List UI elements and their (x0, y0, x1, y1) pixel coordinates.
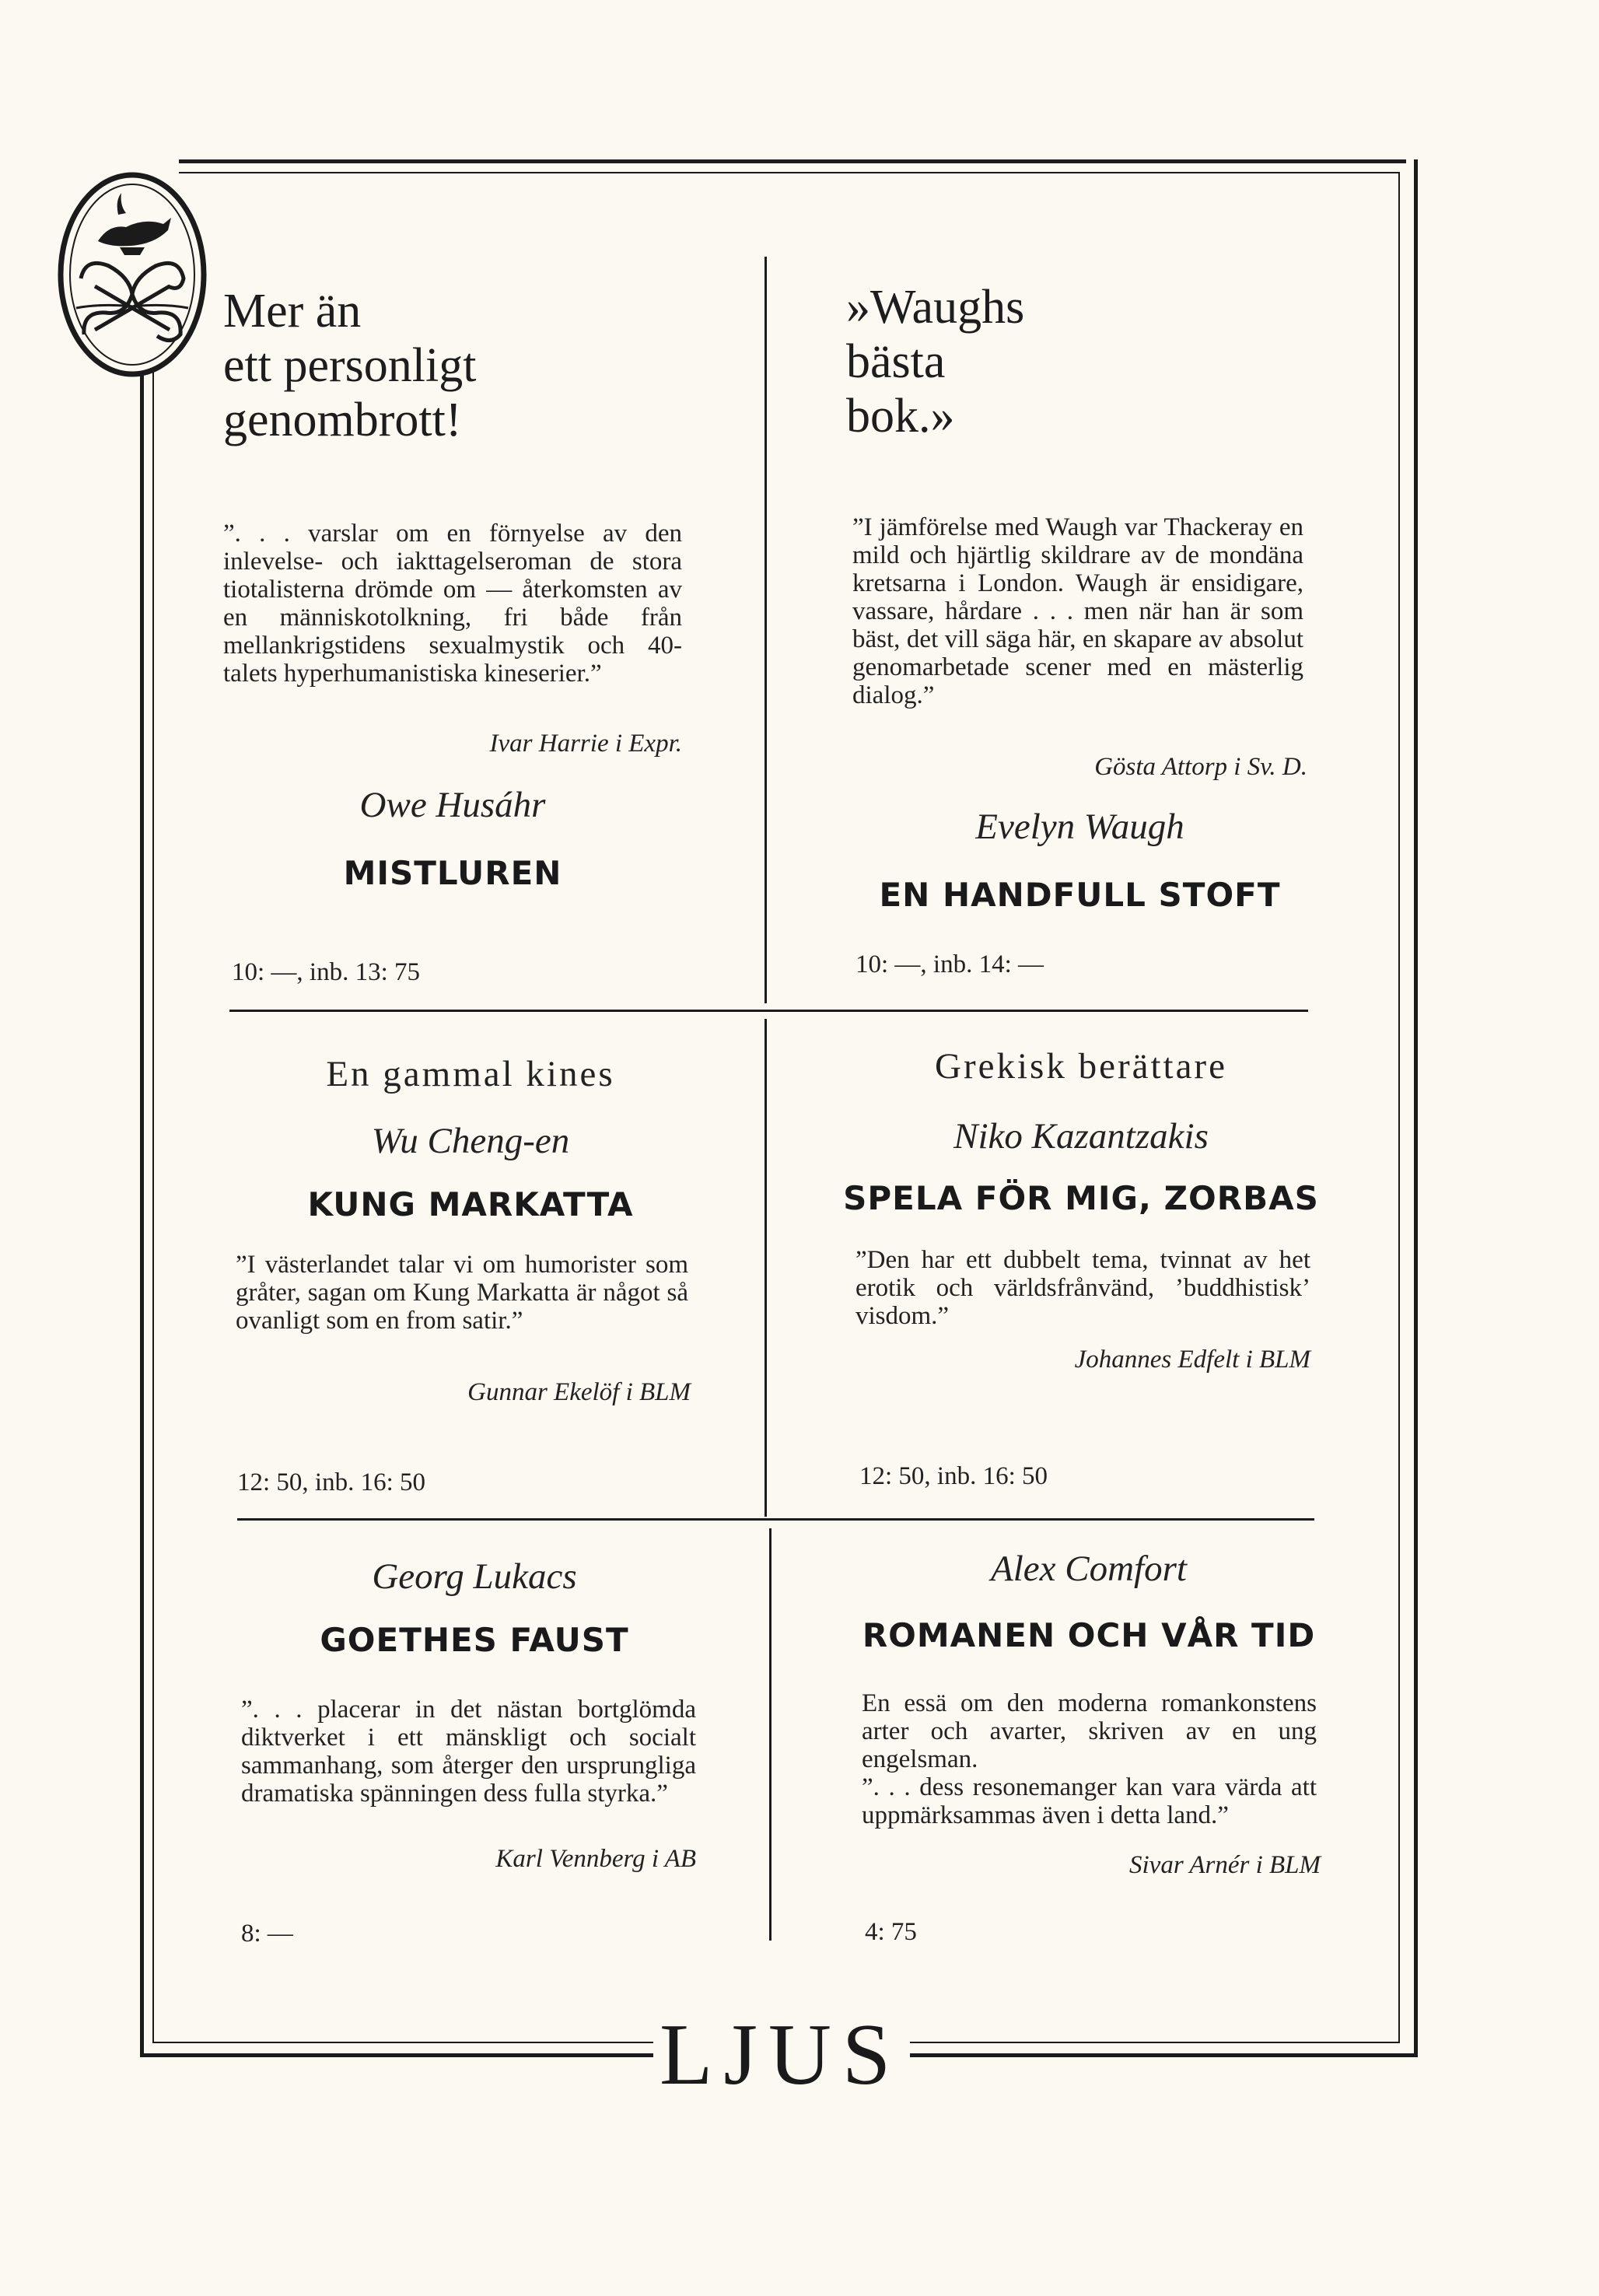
review-attribution: Sivar Arnér i BLM (1129, 1851, 1321, 1879)
headline-top-left (223, 284, 721, 447)
book-author: Evelyn Waugh (975, 807, 1184, 847)
frame-bottom-left-outer (140, 2053, 653, 2057)
headline-line: genombrott! (223, 394, 462, 446)
review-quote: ”I jämförelse med Waugh var Thackeray en mild och hjärtlig skildrare av de mondäna kretsarna i London. Waugh är ensidigare, vassare, hårdare . . . men när han är som bäst, det vill säga här, en skapare av absolut genomarbetade scener med en mästerlig dialog.” (852, 513, 1303, 709)
book-author: Georg Lukacs (372, 1556, 577, 1597)
review-attribution: Gösta Attorp i Sv. D. (1094, 753, 1307, 781)
section-kicker: En gammal kines (326, 1054, 615, 1094)
book-author: Alex Comfort (991, 1549, 1187, 1589)
divider-vertical-middle (765, 1019, 767, 1517)
divider-horizontal-1 (229, 1010, 1308, 1012)
frame-left-inner (152, 366, 154, 2042)
book-price: 12: 50, inb. 16: 50 (237, 1468, 426, 1496)
headline-line: »Waughs (846, 281, 1025, 334)
book-author: Wu Cheng-en (371, 1121, 570, 1161)
book-description: En essä om den moderna romankonstens arter och avarter, skriven av en ung engelsman. (862, 1689, 1317, 1773)
headline-line: ett personligt (223, 339, 477, 392)
headline-line: bästa (846, 335, 946, 388)
review-quote: ”I västerlandet talar vi om humorister som gråter, sagan om Kung Markatta är något så ovanligt som en from satir.” (236, 1251, 688, 1335)
headline-line: Mer än (223, 285, 362, 338)
review-attribution: Johannes Edfelt i BLM (1074, 1346, 1310, 1374)
book-title: GOETHES FAUST (320, 1621, 629, 1659)
headline-line: bok.» (846, 390, 955, 443)
divider-horizontal-2 (237, 1518, 1314, 1521)
frame-right-outer (1414, 159, 1418, 2057)
frame-right-inner (1398, 172, 1400, 2042)
book-price: 8: — (241, 1920, 293, 1948)
book-price: 12: 50, inb. 16: 50 (859, 1462, 1048, 1490)
review-attribution: Gunnar Ekelöf i BLM (467, 1378, 691, 1406)
frame-bottom-right-outer (910, 2053, 1418, 2057)
frame-left-outer (140, 366, 144, 2057)
divider-vertical-bottom (769, 1528, 772, 1941)
frame-top-inner (179, 172, 1400, 173)
book-price: 4: 75 (865, 1918, 917, 1946)
frame-top-outer (179, 159, 1406, 163)
publisher-logo (54, 170, 210, 380)
review-quote: ”. . . varslar om en förnyelse av den inlevelse- och iakttagelseroman de stora tiotalisterna drömde om — återkomsten av en människotolkning, fri både från mellankrigstidens sexualmystik och 40-talets hyperhumanistiska kineserier.” (223, 520, 682, 688)
frame-bottom-right-inner (910, 2042, 1400, 2043)
review-quote: ”Den har ett dubbelt tema, tvinnat av het erotik och världsfrånvänd, ’buddhistisk’ visdom.” (855, 1246, 1310, 1330)
review-quote: ”. . . placerar in det nästan bortglömda diktverket i ett mänskligt och socialt sammanhang, som återger den ursprungliga dramatiska spänningen dess fulla styrka.” (241, 1696, 696, 1808)
book-author: Niko Kazantzakis (953, 1116, 1209, 1157)
headline-top-right (846, 280, 1313, 443)
book-title: SPELA FÖR MIG, ZORBAS (843, 1179, 1319, 1217)
publisher-name: LJUS (660, 2007, 902, 2103)
book-author: Owe Husáhr (359, 785, 546, 825)
book-title: ROMANEN OCH VÅR TID (862, 1616, 1316, 1654)
review-attribution: Karl Vennberg i AB (495, 1845, 696, 1873)
book-title: KUNG MARKATTA (307, 1185, 634, 1223)
book-title: EN HANDFULL STOFT (879, 876, 1281, 914)
divider-vertical-top (765, 257, 767, 1003)
frame-bottom-left-inner (152, 2042, 653, 2043)
review-quote: ”. . . dess resonemanger kan vara värda att uppmärksammas även i detta land.” (862, 1773, 1317, 1829)
review-attribution: Ivar Harrie i Expr. (489, 730, 682, 758)
book-price: 10: —, inb. 14: — (855, 950, 1044, 978)
book-title: MISTLUREN (343, 854, 562, 892)
section-kicker: Grekisk berättare (935, 1046, 1227, 1087)
book-price: 10: —, inb. 13: 75 (232, 958, 421, 986)
